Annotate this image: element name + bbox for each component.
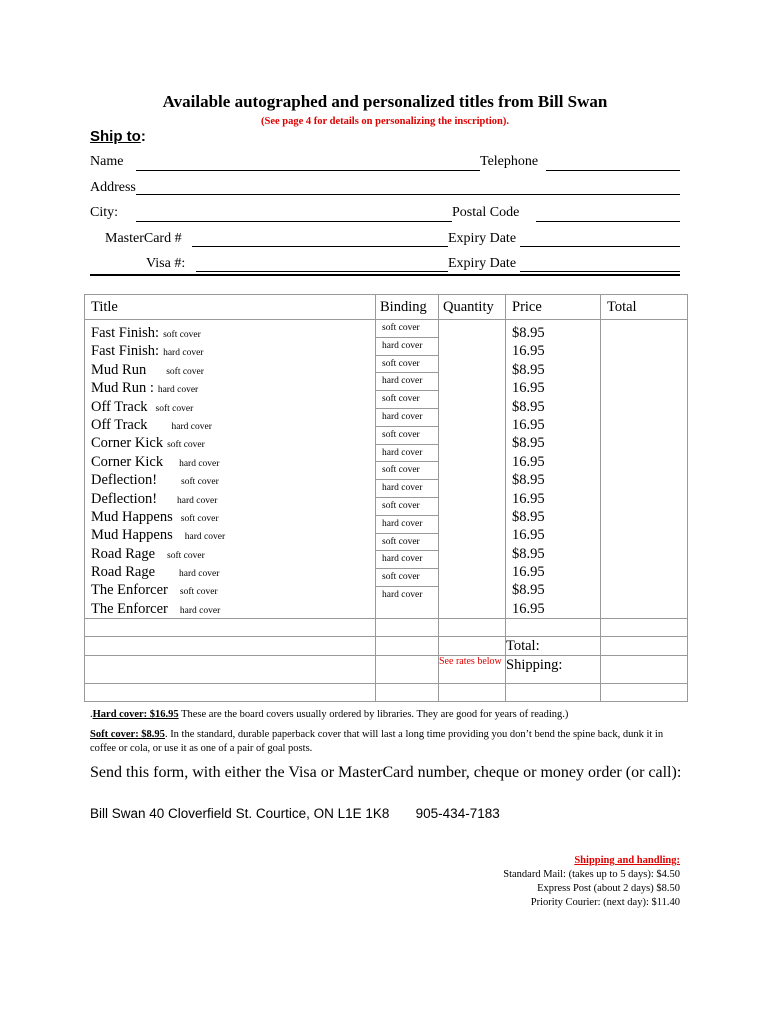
ship-to-label: Ship to (90, 128, 141, 145)
address-field[interactable] (136, 194, 680, 195)
list-item: Off Track hard cover (91, 416, 212, 433)
table-row: soft cover (376, 462, 438, 480)
visa-expiry-label: Expiry Date (448, 256, 517, 271)
soft-cover-note: Soft cover: $8.95. In the standard, durable paperback cover that will last a long time providing you don’t bend the spine back, dunk it in coffee or cola, or use it as one of a pair of goal posts. (90, 729, 664, 754)
total-column-header: Total (601, 295, 688, 320)
price-value: $8.95 (512, 582, 545, 599)
total-row (85, 637, 688, 656)
ship-to-colon: : (140, 128, 146, 145)
name-field[interactable] (136, 170, 480, 171)
table-row: soft cover (376, 391, 438, 409)
soft-cover-label: Soft cover: $8.95 (90, 729, 165, 740)
price-value: 16.95 (512, 564, 545, 581)
table-row: hard cover (382, 589, 423, 600)
section-divider (90, 274, 680, 276)
hard-cover-note: .Hard cover: $16.95 These are the board covers usually ordered by libraries. They are good for years of reading.) (90, 709, 569, 720)
price-value: 16.95 (512, 416, 545, 433)
mastercard-expiry-label: Expiry Date (448, 231, 517, 246)
telephone-label: Telephone (480, 154, 539, 169)
list-item: Mud Run soft cover (91, 361, 204, 378)
table-row: hard cover (376, 480, 438, 498)
list-item: Corner Kick hard cover (91, 453, 220, 470)
table-row: soft cover (376, 356, 438, 374)
price-value: $8.95 (512, 361, 545, 378)
page-title: Available autographed and personalized titles from Bill Swan (162, 92, 608, 111)
list-item: Mud Happens soft cover (91, 508, 219, 525)
list-item: Road Rage hard cover (91, 564, 220, 581)
list-item: Fast Finish: soft cover (91, 325, 201, 341)
city-label: City: (90, 205, 119, 220)
table-row: soft cover (376, 498, 438, 516)
price-value: 16.95 (512, 527, 545, 544)
list-item: Mud Run : hard cover (91, 380, 199, 397)
title-column-header: Title (85, 295, 376, 320)
price-value: $8.95 (512, 472, 545, 489)
table-row: hard cover (376, 409, 438, 427)
price-value: $8.95 (512, 508, 545, 525)
page-subtitle: (See page 4 for details on personalizing the inscription). (260, 116, 509, 127)
price-value: $8.95 (512, 435, 545, 452)
list-item: The Enforcer soft cover (91, 582, 218, 599)
binding-cell (376, 320, 439, 619)
price-value: 16.95 (512, 343, 545, 360)
price-value: $8.95 (512, 398, 545, 415)
blank-total-cell[interactable] (601, 619, 688, 637)
list-item: Deflection! hard cover (91, 490, 218, 507)
mailing-address: Bill Swan 40 Cloverfield St. Courtice, ON L1E 1K8 905-434-7183 (90, 806, 500, 821)
shipping-rates-heading: Shipping and handling: (574, 855, 680, 866)
table-row: hard cover (376, 373, 438, 391)
mastercard-field[interactable] (192, 246, 448, 247)
table-row: hard cover (376, 445, 438, 463)
list-item: Deflection! soft cover (91, 472, 219, 489)
titles-row (85, 320, 688, 619)
price-value: $8.95 (512, 545, 545, 562)
quantity-cell[interactable] (439, 320, 506, 619)
order-table (84, 294, 688, 702)
mastercard-label: MasterCard # (105, 231, 182, 246)
table-row: soft cover (376, 320, 438, 338)
phone-number: 905-434-7183 (415, 806, 500, 821)
shipping-row (85, 656, 688, 684)
address-label: Address (90, 180, 136, 195)
ship-to-heading (90, 128, 146, 145)
visa-label: Visa #: (146, 256, 186, 271)
list-item: The Enforcer hard cover (91, 600, 221, 617)
shipping-rate-line: Express Post (about 2 days) $8.50 (537, 883, 680, 894)
table-row: soft cover (376, 534, 438, 552)
name-label: Name (90, 154, 124, 169)
price-value: 16.95 (512, 380, 545, 397)
shipping-rates (503, 854, 680, 910)
city-field[interactable] (136, 221, 452, 222)
shipping-rate-line: Standard Mail: (takes up to 5 days): $4.50 (503, 869, 680, 880)
total-cell[interactable] (601, 320, 688, 619)
telephone-field[interactable] (546, 170, 680, 171)
list-item: Corner Kick soft cover (91, 435, 205, 452)
price-value: 16.95 (512, 600, 545, 617)
visa-field[interactable] (196, 271, 448, 272)
list-item: Mud Happens hard cover (91, 527, 226, 544)
list-item: Fast Finish: hard cover (91, 343, 204, 360)
postal-code-label: Postal Code (452, 205, 520, 220)
grand-total-cell[interactable] (601, 637, 688, 656)
hard-cover-label: Hard cover: $16.95 (92, 709, 179, 720)
shipping-label: Shipping: (506, 656, 601, 684)
table-row: hard cover (376, 551, 438, 569)
table-row: soft cover (376, 569, 438, 587)
binding-column-header: Binding (376, 295, 439, 320)
table-row-footer (85, 684, 688, 702)
mastercard-expiry-field[interactable] (520, 246, 680, 247)
visa-expiry-field[interactable] (520, 271, 680, 272)
list-item: Road Rage soft cover (91, 545, 205, 562)
table-row: hard cover (376, 516, 438, 534)
titles-cell (85, 320, 376, 619)
quantity-column-header: Quantity (439, 295, 506, 320)
price-cell (506, 320, 601, 619)
total-label: Total: (506, 637, 601, 656)
send-instructions: Send this form, with either the Visa or MasterCard number, cheque or money order (or call): (90, 764, 682, 781)
shipping-rate-line: Priority Courier: (next day): $11.40 (530, 897, 680, 908)
table-row: soft cover (376, 427, 438, 445)
price-value: $8.95 (512, 325, 545, 341)
table-row: hard cover (376, 338, 438, 356)
table-row-blank (85, 619, 688, 637)
price-value: 16.95 (512, 453, 545, 470)
list-item: Off Track soft cover (91, 398, 194, 415)
price-value: 16.95 (512, 490, 545, 507)
table-header-row (85, 295, 688, 320)
shipping-total-cell[interactable] (601, 656, 688, 684)
postal-code-field[interactable] (536, 221, 680, 222)
see-rates-note: See rates below (439, 656, 506, 684)
price-column-header: Price (506, 295, 601, 320)
